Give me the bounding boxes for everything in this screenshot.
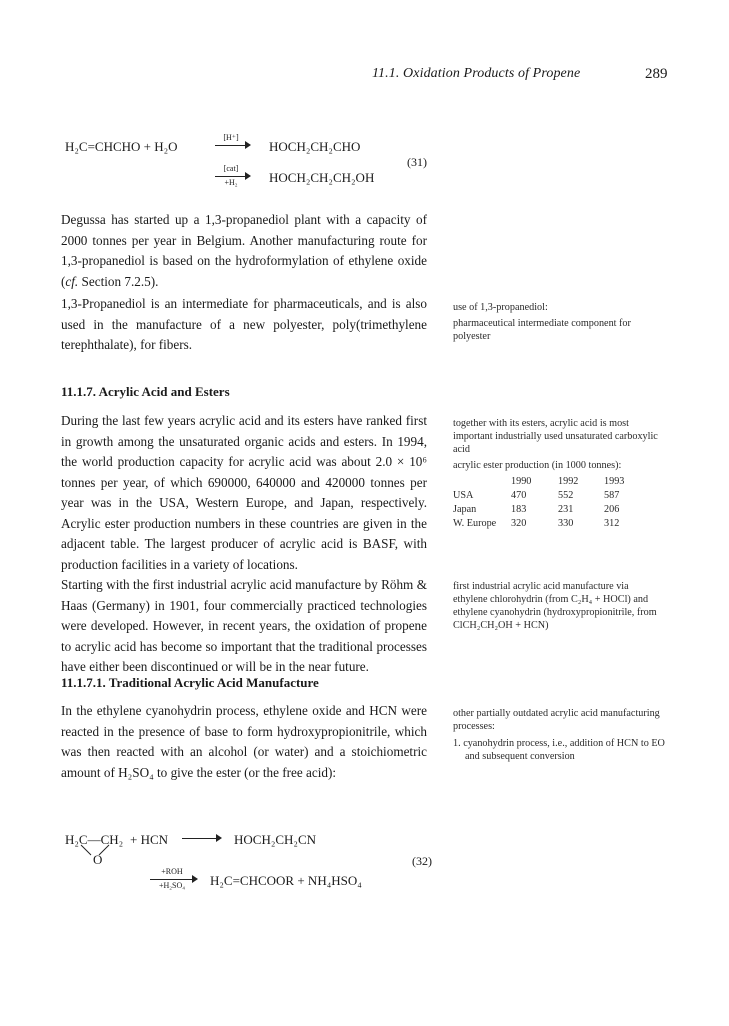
paragraph-acrylic-growth: During the last few years acrylic acid and its esters have ranked first in growth among the unsaturated organic acids and esters. In 1994, the world production capacity for acrylic acid was about 2.0 × 10⁶ tonnes per year, of which 690000, 640000 and 420000 tonnes per year was in the USA, Western Europe, and Japan, respectively. Acrylic ester production numbers in these countries are given in the adjacent table. The largest producer of acrylic acid is BASF, with production facilities in a variety of locations.	[61, 413, 427, 572]
eq31-arrow2-top: [cat]	[223, 164, 239, 173]
table-row	[453, 503, 624, 517]
production-table	[453, 475, 624, 531]
section-heading-traditional: 11.1.7.1. Traditional Acrylic Acid Manufacture	[61, 675, 319, 690]
value-cell: 330	[558, 518, 574, 529]
paragraph-acrylic-history: Starting with the first industrial acrylic acid manufacture by Röhm & Haas (Germany) in 1901, four commercially practiced technologies were developed. However, in recent years, the oxidation of propene to acrylic acid has become so important that the traditional processes have either been discontinued or will be in the near future.	[61, 577, 427, 674]
eq32-number: (32)	[412, 854, 432, 868]
table-row	[453, 517, 624, 531]
region-cell: Japan	[453, 504, 477, 515]
eq31-product1: HOCH₂CH₂CHO	[269, 139, 361, 154]
eq32-arrow2-top: +ROH	[161, 867, 183, 876]
margin-note-cyanohydrin-item: 1. cyanohydrin process, i.e., addition of HCN to EO and subsequent conversion	[453, 738, 665, 762]
value-cell: 231	[558, 504, 574, 515]
eq32-product2: H₂C=CHCOOR + NH₄HSO₄	[210, 873, 362, 888]
eq31-arrow1	[215, 135, 251, 160]
value-cell: 320	[511, 518, 527, 529]
year-header: 1992	[558, 476, 579, 487]
region-cell: USA	[453, 490, 474, 501]
running-header-title: 11.1. Oxidation Products of Propene	[372, 66, 581, 81]
eq31-reactants: H₂C=CHCHO + H₂O	[65, 139, 178, 154]
year-header: 1993	[604, 476, 625, 487]
eq32-arrow2-bottom: +H₂SO₄	[158, 881, 186, 890]
production-table-caption: acrylic ester production (in 1000 tonnes):	[453, 460, 622, 471]
eq32-arrow1	[182, 828, 222, 853]
eq31-number: (31)	[407, 155, 427, 169]
table-row	[453, 489, 624, 503]
paragraph-degussa: Degussa has started up a 1,3-propanediol plant with a capacity of 2000 tonnes per year in Belgium. Another manufacturing route for 1,3-propanediol is based on the hydroformylation of ethylene oxide (cf. Section 7.2.5).	[61, 212, 427, 289]
eq31-arrow1-label: [H⁺]	[223, 133, 239, 142]
value-cell: 552	[558, 490, 574, 501]
margin-note-acrylic-text: together with its esters, acrylic acid is most important industrially used unsaturated carboxylic acid	[453, 418, 658, 455]
year-header: 1990	[511, 476, 532, 487]
value-cell: 312	[604, 518, 620, 529]
margin-note-outdated-processes	[453, 707, 665, 763]
eq32-product1: HOCH₂CH₂CN	[234, 832, 317, 847]
margin-note-body: pharmaceutical intermediate component for polyester	[453, 318, 631, 342]
value-cell: 206	[604, 504, 620, 515]
eq31-arrow2-bottom: +H₂	[224, 178, 238, 187]
eq32-arrow2	[150, 869, 198, 894]
margin-note-acrylic-production	[453, 417, 665, 531]
eq32-ethylene-oxide: H₂C—CH₂	[65, 832, 124, 847]
page-number: 289	[645, 66, 668, 82]
eq31-arrow2	[215, 166, 251, 191]
margin-note-outdated-intro: other partially outdated acrylic acid manufacturing processes:	[453, 708, 660, 732]
value-cell: 183	[511, 504, 527, 515]
margin-note-title: use of 1,3-propanediol:	[453, 302, 548, 313]
paragraph-cyanohydrin: In the ethylene cyanohydrin process, ethylene oxide and HCN were reacted in the presence of base to form hydroxypropionitrile, which was then reacted with an alcohol (or water) and a stoichiometric amount of H₂SO₄ to give the ester (or the free acid):	[61, 703, 427, 780]
margin-note-first-manufacture: first industrial acrylic acid manufacture via ethylene chlorohydrin (from C₂H₄ + HOCl) and ethylene cyanohydrin (hydroxypropionitrile, from ClCH₂CH₂OH + HCN)	[453, 581, 657, 631]
eq32-ring-oxygen: O	[93, 852, 103, 867]
value-cell: 587	[604, 490, 620, 501]
margin-note-propanediol	[453, 301, 665, 343]
value-cell: 470	[511, 490, 527, 501]
paragraph-propanediol-use: 1,3-Propanediol is an intermediate for pharmaceuticals, and is also used in the manufacture of a new polyester, poly(trimethylene terephthalate), for fibers.	[61, 296, 427, 352]
region-cell: W. Europe	[453, 518, 497, 529]
eq32-reagent: + HCN	[130, 832, 169, 847]
production-table-header	[453, 475, 624, 489]
eq31-product2: HOCH₂CH₂CH₂OH	[269, 170, 375, 185]
section-heading-acrylic: 11.1.7. Acrylic Acid and Esters	[61, 384, 230, 399]
